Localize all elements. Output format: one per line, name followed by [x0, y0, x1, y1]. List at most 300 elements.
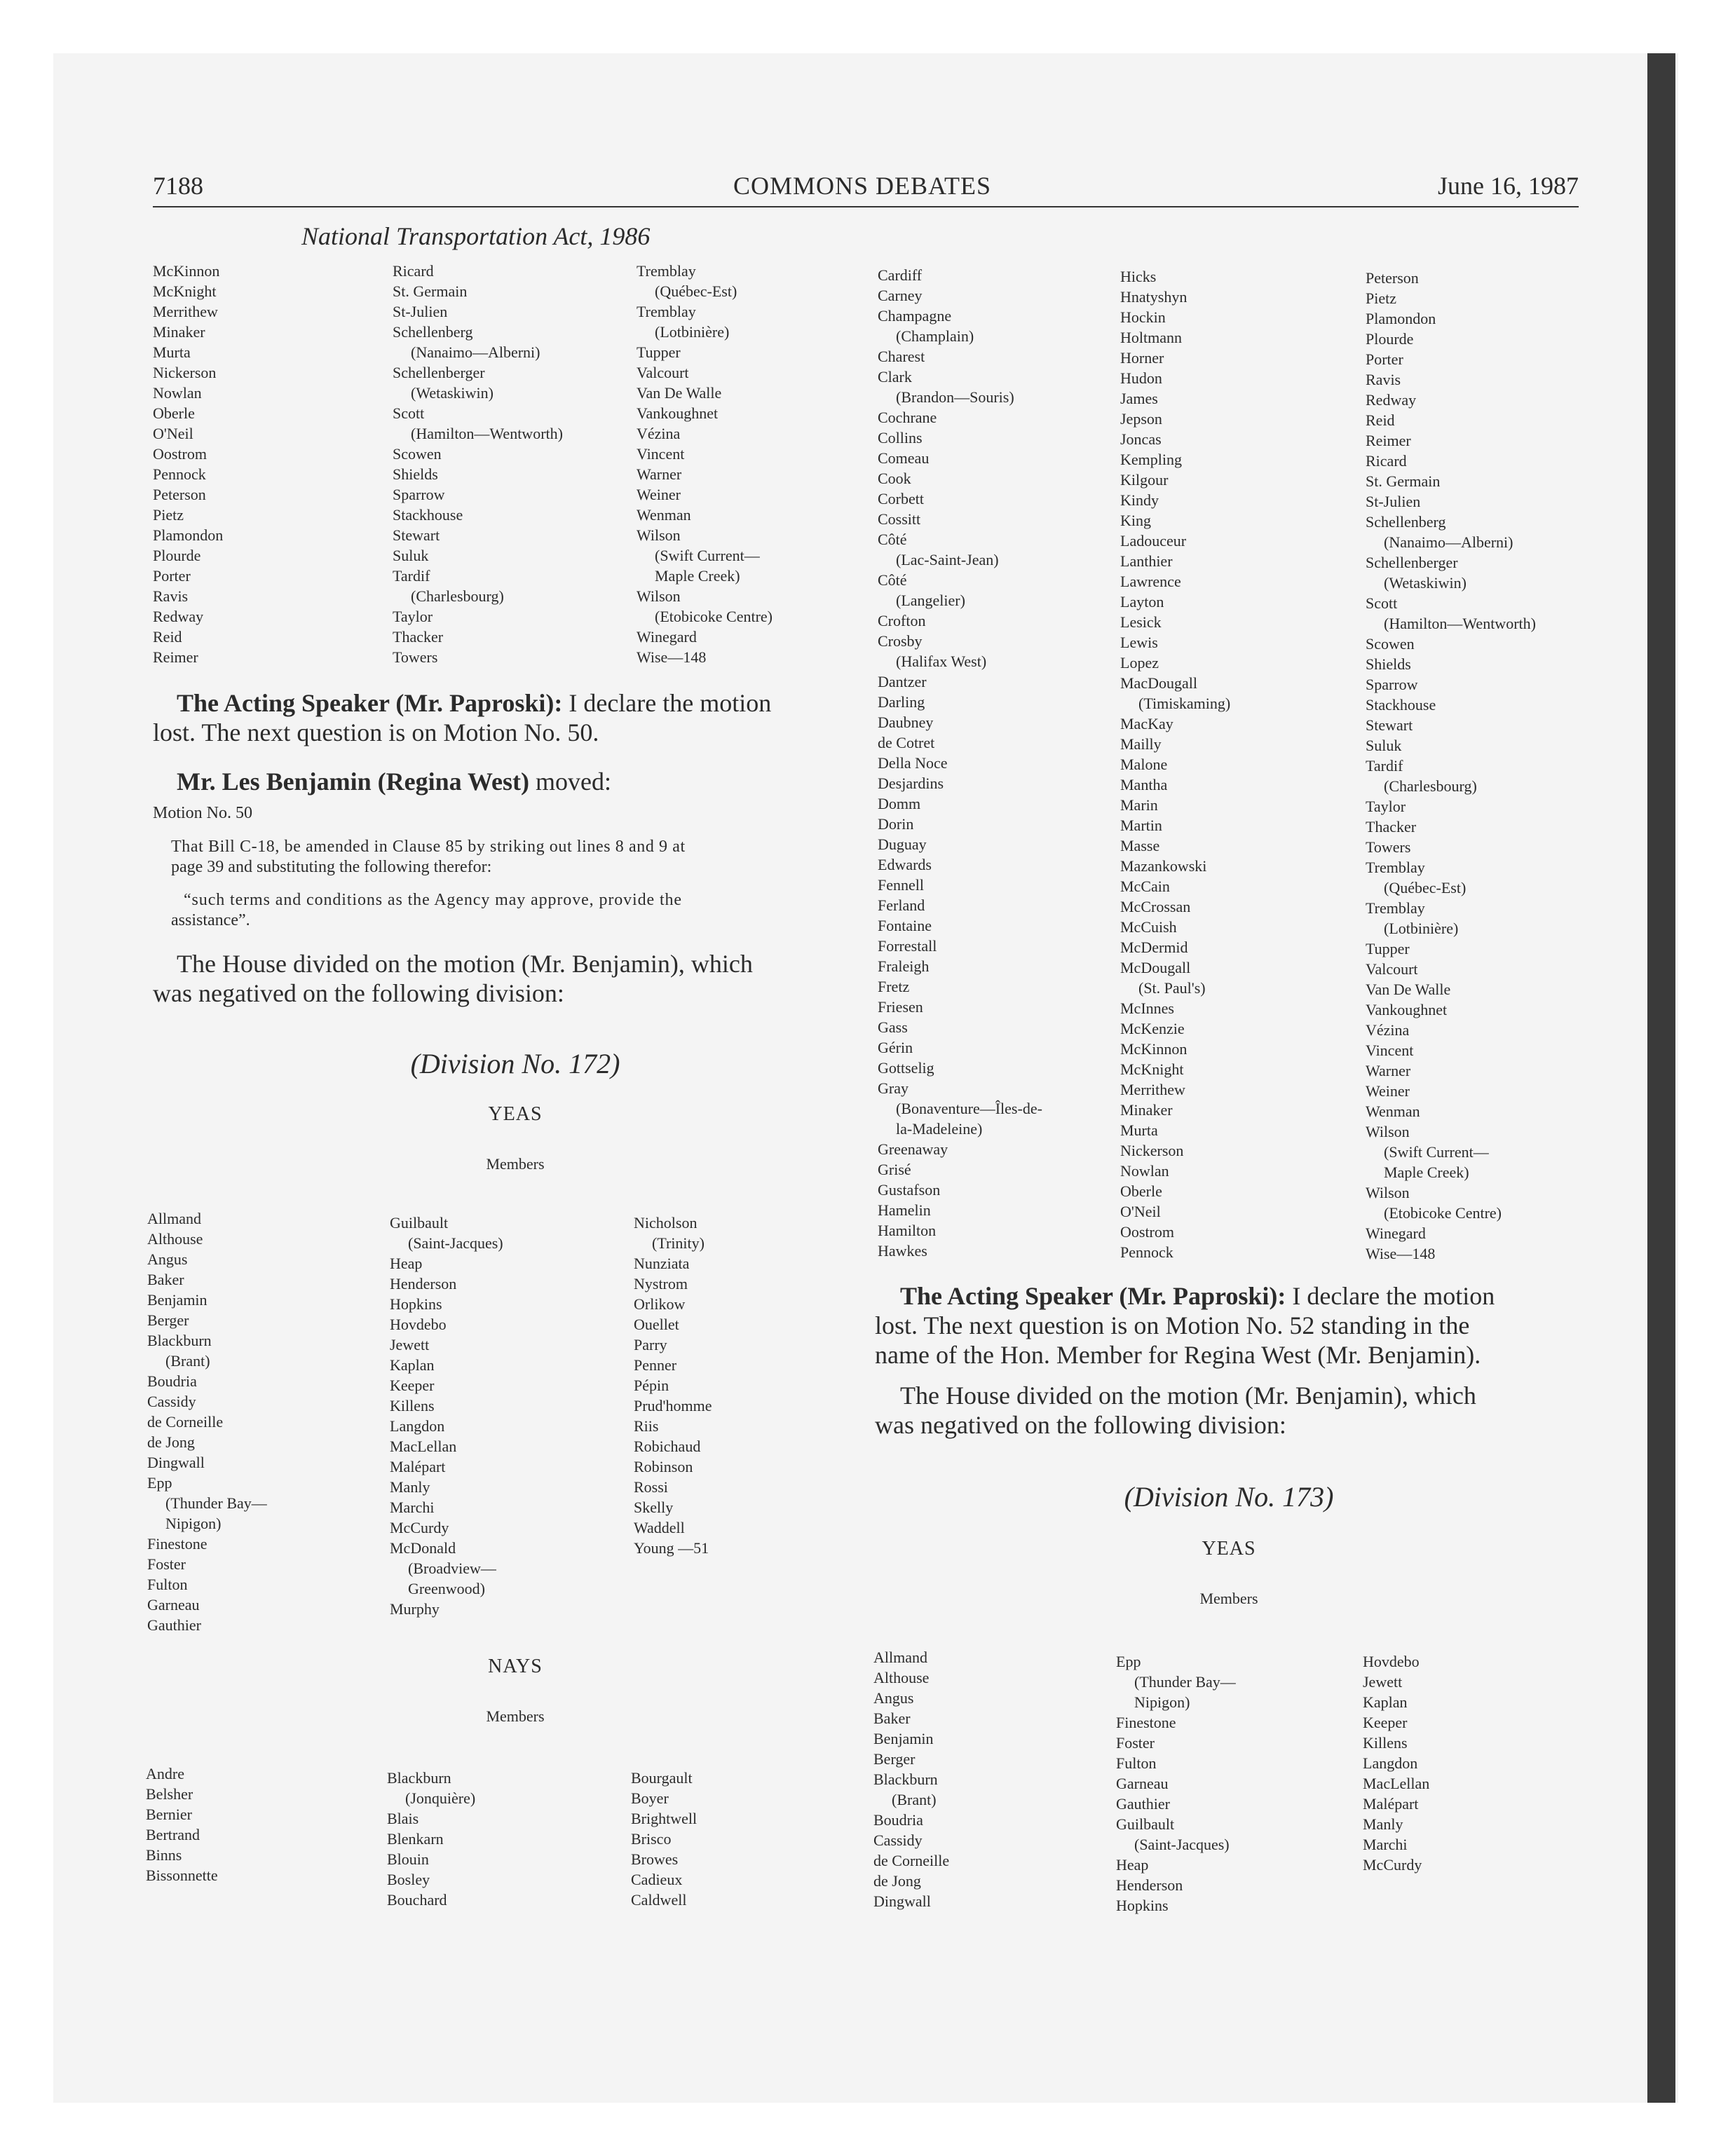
member-riding: (Champlain) [896, 327, 974, 345]
mover-name: Mr. Les Benjamin (Regina West) [177, 767, 529, 796]
member-name: Orlikow [634, 1295, 686, 1313]
page-date: June 16, 1987 [1438, 172, 1579, 200]
member-name: Thacker [393, 628, 444, 646]
member-name: Reimer [153, 648, 198, 666]
member-name: Gass [878, 1018, 908, 1036]
member-name: Vankoughnet [637, 404, 719, 422]
member-name: Schellenberg [1366, 513, 1446, 531]
member-name: Dorin [878, 815, 914, 833]
member-name: Manly [1363, 1815, 1403, 1833]
member-riding: (St. Paul's) [1138, 979, 1206, 997]
motion-quote: “such terms and conditions as the Agency may approve, provide the [184, 891, 682, 909]
member-name: McCurdy [390, 1519, 449, 1536]
member-name: O'Neil [153, 425, 193, 442]
member-name: Fontaine [878, 917, 932, 934]
member-name: Ricard [1366, 452, 1407, 470]
member-name: de Jong [873, 1872, 921, 1890]
member-name: Cassidy [873, 1831, 923, 1849]
member-name: Allmand [147, 1210, 201, 1227]
member-name: Edwards [878, 856, 932, 873]
member-name: Caldwell [631, 1891, 687, 1909]
member-name: Côté [878, 571, 907, 589]
member-name: Mailly [1120, 735, 1162, 753]
member-name: Sparrow [393, 486, 445, 503]
member-name: James [1120, 390, 1158, 407]
member-riding: (Québec-Est) [655, 282, 737, 300]
member-riding: (Langelier) [896, 592, 965, 609]
member-name: Stewart [393, 526, 440, 544]
member-name: Joncas [1120, 430, 1162, 448]
member-name: Cossitt [878, 510, 921, 528]
member-column [387, 1768, 475, 1910]
member-riding: Maple Creek) [655, 567, 740, 585]
member-riding: (Hamilton—Wentworth) [1384, 615, 1536, 632]
member-name: Benjamin [873, 1730, 934, 1747]
member-name: Nickerson [153, 364, 217, 381]
member-name: McKinnon [153, 262, 220, 280]
member-name: Nowlan [1120, 1162, 1169, 1180]
member-riding: (Lac-Saint-Jean) [896, 551, 999, 568]
member-name: Porter [1366, 350, 1403, 368]
member-riding: Nipigon) [165, 1515, 222, 1532]
member-name: Weiner [1366, 1082, 1410, 1100]
member-name: Plamondon [1366, 310, 1436, 327]
member-name: Blais [387, 1810, 419, 1827]
member-riding: (Hamilton—Wentworth) [411, 425, 563, 442]
mover-verb: moved: [529, 767, 611, 796]
member-name: Thacker [1366, 818, 1417, 835]
member-name: Forrestall [878, 937, 937, 955]
header-rule [153, 206, 1579, 207]
member-name: McKnight [1120, 1060, 1184, 1078]
member-name: Redway [153, 608, 204, 625]
member-name: Cook [878, 470, 911, 487]
member-name: Marin [1120, 796, 1158, 814]
member-name: Wilson [1366, 1123, 1410, 1140]
member-name: MacDougall [1120, 674, 1197, 692]
member-name: O'Neil [1120, 1203, 1161, 1220]
member-name: McKenzie [1120, 1020, 1185, 1037]
member-name: Hovdebo [390, 1316, 447, 1333]
member-name: Malépart [390, 1458, 446, 1475]
member-name: Brightwell [631, 1810, 698, 1827]
running-title: National Transportation Act, 1986 [301, 222, 651, 250]
members-heading: Members [1199, 1590, 1258, 1607]
member-name: MacLellan [1363, 1775, 1430, 1792]
member-name: Wenman [1366, 1103, 1420, 1120]
member-name: Pietz [1366, 289, 1396, 307]
member-name: Taylor [1366, 798, 1406, 815]
member-name: Hovdebo [1363, 1653, 1420, 1670]
member-name: Vankoughnet [1366, 1001, 1448, 1018]
member-name: Suluk [393, 547, 429, 564]
member-name: Blenkarn [387, 1830, 444, 1848]
member-name: Blackburn [147, 1332, 212, 1349]
member-name: Boudria [873, 1811, 923, 1829]
member-name: Warner [1366, 1062, 1411, 1079]
member-name: Cochrane [878, 409, 937, 426]
member-riding: (Wetaskiwin) [1384, 574, 1467, 592]
member-riding: Nipigon) [1134, 1693, 1190, 1711]
member-name: Reid [1366, 411, 1395, 429]
member-name: Duguay [878, 835, 927, 853]
member-name: Lawrence [1120, 573, 1181, 590]
member-name: Valcourt [1366, 960, 1418, 978]
member-name: McCrossan [1120, 898, 1191, 915]
publication-title: COMMONS DEBATES [733, 172, 992, 200]
member-name: MacLellan [390, 1438, 457, 1455]
member-name: Wilson [637, 526, 681, 544]
member-name: Reid [153, 628, 182, 646]
member-name: Hnatyshyn [1120, 288, 1188, 306]
member-riding: (Swift Current— [655, 547, 760, 564]
member-name: Epp [147, 1474, 172, 1492]
member-name: Peterson [153, 486, 206, 503]
member-name: Angus [873, 1689, 914, 1707]
member-riding: (Etobicoke Centre) [655, 608, 773, 625]
member-name: Ricard [393, 262, 434, 280]
member-name: Nowlan [153, 384, 202, 402]
member-name: Collins [878, 429, 923, 446]
member-name: Stackhouse [1366, 696, 1436, 714]
member-name: Sparrow [1366, 676, 1418, 693]
member-name: Wise—148 [637, 648, 707, 666]
member-name: Scowen [393, 445, 442, 463]
member-name: Merrithew [153, 303, 218, 320]
member-riding: (Bonaventure—Îles-de- [896, 1100, 1042, 1117]
member-name: Killens [1363, 1734, 1408, 1752]
member-name: Baker [147, 1271, 184, 1288]
member-name: Tardif [1366, 757, 1403, 775]
member-name: MacKay [1120, 715, 1173, 732]
member-name: Oostrom [1120, 1223, 1174, 1241]
member-name: St. Germain [1366, 472, 1441, 490]
member-riding: (Saint-Jacques) [408, 1234, 503, 1252]
member-riding: (Timiskaming) [1138, 695, 1231, 712]
member-column [1366, 268, 1536, 1264]
speaker-text-line: name of the Hon. Member for Regina West (Mr. Benjamin). [875, 1341, 1481, 1369]
member-name: Murta [1120, 1121, 1158, 1139]
member-name: Foster [147, 1555, 186, 1573]
member-riding: (Lotbinière) [1384, 920, 1459, 937]
member-name: Ladouceur [1120, 532, 1187, 550]
member-riding: (Halifax West) [896, 653, 987, 670]
member-name: Murphy [390, 1600, 440, 1618]
member-name: Oberle [153, 404, 195, 422]
member-name: Blackburn [873, 1770, 938, 1788]
member-name: Wilson [637, 587, 681, 605]
member-name: Fraleigh [878, 957, 930, 975]
member-name: Nystrom [634, 1275, 688, 1292]
member-name: Gérin [878, 1039, 913, 1056]
member-column [393, 261, 563, 667]
member-name: Marchi [1363, 1836, 1408, 1853]
member-name: Guilbault [390, 1214, 449, 1231]
member-name: Daubney [878, 714, 934, 731]
member-name: Carney [878, 287, 923, 304]
member-name: Lopez [1120, 654, 1159, 671]
member-name: Waddell [634, 1519, 685, 1536]
member-name: Stewart [1366, 716, 1413, 734]
division-intro: was negatived on the following division: [875, 1411, 1286, 1439]
member-name: Guilbault [1116, 1815, 1175, 1833]
member-riding: (Saint-Jacques) [1134, 1836, 1230, 1853]
division-intro: The House divided on the motion (Mr. Benjamin), which [900, 1381, 1476, 1410]
member-name: Greenaway [878, 1140, 948, 1158]
member-name: Garneau [147, 1596, 200, 1613]
member-name: Mazankowski [1120, 857, 1207, 875]
member-name: Penner [634, 1356, 677, 1374]
member-riding: Greenwood) [408, 1580, 485, 1597]
member-name: McCuish [1120, 918, 1177, 936]
member-name: Althouse [873, 1669, 930, 1686]
member-name: Keeper [390, 1377, 435, 1394]
speaker-paragraph [900, 1281, 1495, 1311]
member-name: Plamondon [153, 526, 224, 544]
member-name: Nicholson [634, 1214, 698, 1231]
member-name: Ravis [153, 587, 189, 605]
member-riding: la-Madeleine) [896, 1120, 983, 1138]
member-name: Gauthier [1116, 1795, 1170, 1813]
member-name: Winegard [1366, 1224, 1426, 1242]
member-name: Stackhouse [393, 506, 463, 524]
member-riding: (Broadview— [408, 1560, 496, 1577]
member-name: Kaplan [1363, 1693, 1408, 1711]
member-name: Lesick [1120, 613, 1162, 631]
member-name: Finestone [1116, 1714, 1176, 1731]
member-name: St-Julien [393, 303, 448, 320]
member-name: Oberle [1120, 1182, 1162, 1200]
member-name: Kilgour [1120, 471, 1169, 489]
member-riding: (Thunder Bay— [165, 1494, 267, 1512]
member-name: St-Julien [1366, 493, 1421, 510]
member-name: Martin [1120, 817, 1162, 834]
member-riding: (Thunder Bay— [1134, 1673, 1236, 1691]
member-name: Jepson [1120, 410, 1162, 428]
member-name: Epp [1116, 1653, 1141, 1670]
member-name: Van De Walle [637, 384, 722, 402]
member-name: Robinson [634, 1458, 693, 1475]
member-name: Gustafson [878, 1181, 941, 1199]
member-name: Pennock [153, 465, 206, 483]
member-name: Henderson [390, 1275, 457, 1292]
member-name: Schellenberg [393, 323, 473, 341]
member-name: McDonald [390, 1539, 456, 1557]
speaker-name: The Acting Speaker (Mr. Paproski): [900, 1282, 1286, 1310]
member-name: Kindy [1120, 491, 1159, 509]
member-riding: (Nanaimo—Alberni) [411, 343, 540, 361]
member-name: Baker [873, 1710, 911, 1727]
member-name: Kempling [1120, 451, 1182, 468]
member-name: Fulton [1116, 1754, 1157, 1772]
member-riding: (Charlesbourg) [1384, 777, 1477, 795]
member-name: Corbett [878, 490, 924, 507]
member-name: Wenman [637, 506, 691, 524]
member-name: Berger [873, 1750, 916, 1768]
member-name: Bernier [146, 1806, 192, 1823]
member-name: Wise—148 [1366, 1245, 1436, 1262]
member-name: Vézina [1366, 1021, 1410, 1039]
member-column [873, 1647, 949, 1911]
member-riding: (Wetaskiwin) [411, 384, 494, 402]
member-name: Nunziata [634, 1255, 690, 1272]
member-name: Comeau [878, 449, 930, 467]
member-name: Riis [634, 1417, 659, 1435]
member-name: Malépart [1363, 1795, 1419, 1813]
member-column [1120, 266, 1230, 1262]
member-name: Tremblay [637, 303, 696, 320]
member-name: Merrithew [1120, 1081, 1185, 1098]
member-name: Althouse [147, 1230, 203, 1248]
member-name: Andre [146, 1765, 184, 1782]
member-name: Shields [1366, 655, 1411, 673]
member-column [147, 1208, 267, 1635]
member-name: Porter [153, 567, 191, 585]
member-name: Hopkins [1116, 1897, 1169, 1914]
mover-line [177, 767, 611, 796]
member-name: Lewis [1120, 634, 1158, 651]
member-name: Tremblay [1366, 859, 1425, 876]
member-riding: (Brant) [165, 1352, 210, 1370]
division-intro: was negatived on the following division: [153, 979, 564, 1007]
member-name: Vézina [637, 425, 681, 442]
member-name: Hudon [1120, 369, 1162, 387]
speaker-name: The Acting Speaker (Mr. Paproski): [177, 689, 563, 717]
member-name: Weiner [637, 486, 681, 503]
member-name: Hopkins [390, 1295, 442, 1313]
speaker-text-line: lost. The next question is on Motion No. 50. [153, 718, 599, 746]
member-riding: (Brant) [892, 1791, 937, 1808]
member-name: Hamilton [878, 1222, 937, 1239]
member-name: Hicks [1120, 268, 1157, 285]
member-name: McKinnon [1120, 1040, 1188, 1058]
member-name: Schellenberger [1366, 554, 1458, 571]
member-name: Grisé [878, 1161, 911, 1178]
member-name: Layton [1120, 593, 1164, 610]
member-name: Warner [637, 465, 682, 483]
member-name: Garneau [1116, 1775, 1169, 1792]
member-name: Plourde [153, 547, 201, 564]
member-name: Scott [393, 404, 425, 422]
member-column [634, 1213, 712, 1558]
member-name: Holtmann [1120, 329, 1182, 346]
member-name: Domm [878, 795, 921, 812]
member-name: Clark [878, 368, 912, 386]
member-name: Blackburn [387, 1769, 451, 1787]
member-name: Finestone [147, 1535, 207, 1553]
member-name: Fennell [878, 876, 924, 894]
member-name: Vincent [1366, 1042, 1414, 1059]
yeas-heading: YEAS [1202, 1538, 1256, 1560]
member-name: Suluk [1366, 737, 1402, 754]
member-riding: (Etobicoke Centre) [1384, 1204, 1502, 1222]
member-name: Robichaud [634, 1438, 701, 1455]
member-name: Pietz [153, 506, 184, 524]
member-riding: Maple Creek) [1384, 1164, 1469, 1181]
member-name: Charest [878, 348, 925, 365]
member-riding: (Québec-Est) [1384, 879, 1467, 896]
member-name: King [1120, 512, 1151, 529]
member-name: Foster [1116, 1734, 1155, 1752]
member-name: Langdon [1363, 1754, 1418, 1772]
member-name: Minaker [153, 323, 205, 341]
member-name: Heap [1116, 1856, 1149, 1874]
member-name: Jewett [390, 1336, 430, 1353]
member-name: Minaker [1120, 1101, 1173, 1119]
member-name: Shields [393, 465, 438, 483]
yeas-heading: YEAS [488, 1103, 543, 1125]
members-heading: Members [486, 1155, 545, 1173]
member-name: Fulton [147, 1576, 188, 1593]
member-name: Langdon [390, 1417, 445, 1435]
speaker-text-line: lost. The next question is on Motion No. 52 standing in the [875, 1311, 1470, 1339]
member-name: Murta [153, 343, 191, 361]
member-name: Van De Walle [1366, 981, 1451, 998]
member-name: Côté [878, 531, 907, 548]
member-column [1116, 1651, 1236, 1916]
member-name: Scott [1366, 594, 1398, 612]
member-column [146, 1763, 218, 1885]
speaker-paragraph [177, 688, 771, 718]
nays-heading: NAYS [488, 1656, 543, 1677]
division-title: (Division No. 172) [410, 1048, 620, 1079]
motion-quote: assistance”. [171, 911, 250, 929]
member-name: Plourde [1366, 330, 1414, 348]
member-name: Gottselig [878, 1059, 934, 1077]
member-name: Schellenberger [393, 364, 485, 381]
member-riding: (Charlesbourg) [411, 587, 504, 605]
member-name: de Jong [147, 1433, 195, 1451]
member-name: McCain [1120, 878, 1170, 895]
member-name: Rossi [634, 1478, 668, 1496]
member-name: Malone [1120, 756, 1168, 773]
member-name: Champagne [878, 307, 952, 325]
member-name: Tupper [637, 343, 681, 361]
member-column [390, 1213, 503, 1619]
speaker-text: I declare the motion [562, 689, 772, 717]
member-riding: (Trinity) [652, 1234, 705, 1252]
member-name: Cassidy [147, 1393, 196, 1410]
member-name: Lanthier [1120, 552, 1173, 570]
member-name: Desjardins [878, 775, 944, 792]
member-name: Belsher [146, 1785, 193, 1803]
member-name: Angus [147, 1250, 188, 1268]
member-name: Dingwall [147, 1454, 205, 1471]
member-name: Allmand [873, 1649, 927, 1666]
speaker-text: I declare the motion [1286, 1282, 1495, 1310]
member-name: Bourgault [631, 1769, 693, 1787]
member-name: Bosley [387, 1871, 430, 1888]
member-riding: (Jonquière) [405, 1789, 476, 1807]
member-name: Keeper [1363, 1714, 1408, 1731]
member-name: McCurdy [1363, 1856, 1422, 1874]
member-name: Taylor [393, 608, 433, 625]
member-name: Fretz [878, 978, 910, 995]
member-column [1363, 1651, 1429, 1875]
member-name: Gauthier [147, 1616, 201, 1634]
member-name: McKnight [153, 282, 217, 300]
member-name: Binns [146, 1846, 182, 1864]
member-name: Dantzer [878, 673, 927, 690]
member-name: Valcourt [637, 364, 689, 381]
members-heading: Members [486, 1707, 545, 1725]
motion-text: That Bill C-18, be amended in Clause 85 by striking out lines 8 and 9 at [171, 838, 686, 856]
member-name: Tardif [393, 567, 430, 585]
member-name: Towers [1366, 838, 1411, 856]
member-name: Horner [1120, 349, 1164, 367]
member-name: Berger [147, 1311, 189, 1329]
member-riding: (Brandon—Souris) [896, 388, 1014, 406]
